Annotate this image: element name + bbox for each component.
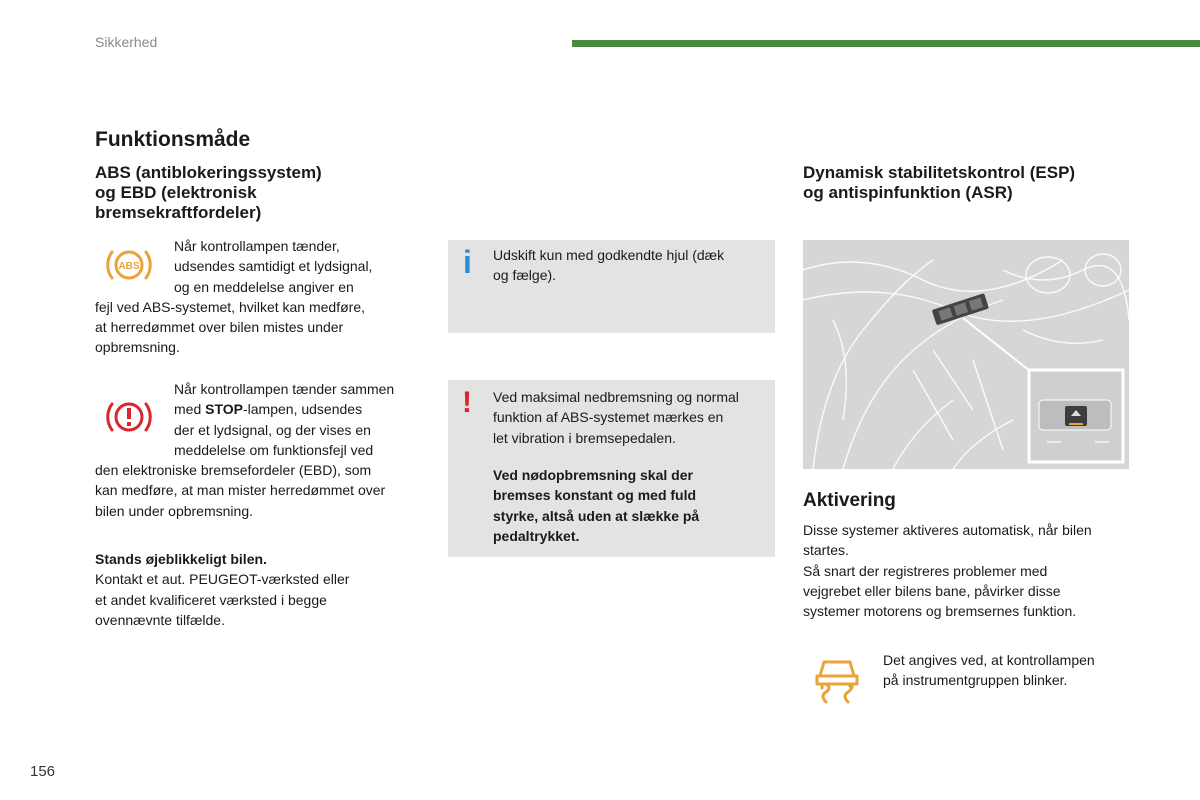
- text-line: og fælge).: [493, 267, 557, 284]
- text-line: med STOP-lampen, udsendes: [174, 401, 363, 418]
- text-line: Ved maksimal nedbremsning og normal: [493, 389, 739, 405]
- text-line: Kontakt et aut. PEUGEOT-værksted eller: [95, 571, 350, 588]
- abs-title: [95, 163, 395, 223]
- abs-icon-label: ABS: [118, 261, 140, 272]
- text-line: startes.: [803, 542, 849, 559]
- warning-bold-text: [493, 465, 773, 546]
- stop-paragraph: [95, 549, 425, 630]
- text-line: Ved nødopbremsning skal der: [493, 467, 693, 483]
- abs-title-line: og EBD (elektronisk: [95, 183, 257, 202]
- text-line: vejgrebet eller bilens bane, påvirker disse: [803, 582, 1061, 599]
- stop-bold-line: Stands øjeblikkeligt bilen.: [95, 551, 267, 567]
- esp-button-illustration: [803, 240, 1129, 469]
- text-line: et andet kvalificeret værksted i begge: [95, 591, 327, 608]
- text-line: styrke, altså uden at slække på: [493, 507, 700, 524]
- warning-box: [448, 380, 775, 557]
- lamp-paragraph: [883, 650, 1183, 691]
- info-text: [493, 245, 773, 286]
- text-line: Når kontrollampen tænder sammen: [174, 381, 395, 397]
- abs-title-line: ABS (antiblokeringssystem): [95, 163, 322, 182]
- dashboard-drawing: [803, 240, 1129, 469]
- ebd-paragraph: [95, 379, 435, 521]
- text-line: Udskift kun med godkendte hjul (dæk: [493, 247, 725, 263]
- text-line: Så snart der registreres problemer med: [803, 562, 1048, 579]
- warning-icon: !: [462, 386, 472, 419]
- page-number: 156: [30, 763, 56, 780]
- activation-title: Aktivering: [803, 490, 896, 511]
- text-line: let vibration i bremsepedalen.: [493, 429, 676, 446]
- text-line: systemer motorens og bremsernes funktion.: [803, 603, 1077, 620]
- text-line: Når kontrollampen tænder,: [174, 238, 340, 254]
- header-accent-bar: [572, 40, 1200, 47]
- text-line: opbremsning.: [95, 339, 180, 356]
- esp-skid-icon: [812, 652, 862, 704]
- main-title: Funktionsmåde: [95, 128, 251, 151]
- stop-label: STOP: [205, 401, 243, 418]
- abs-paragraph-1: [95, 236, 425, 358]
- activation-paragraph: [803, 520, 1163, 621]
- abs-title-line: bremsekraftfordeler): [95, 203, 262, 222]
- text-line: der et lydsignal, og der vises en: [174, 421, 371, 438]
- text-line: bilen under opbremsning.: [95, 502, 253, 519]
- section-label: Sikkerhed: [95, 34, 158, 50]
- text-line: Disse systemer aktiveres automatisk, når bilen: [803, 522, 1092, 538]
- text-line: at herredømmet over bilen mistes under: [95, 319, 344, 336]
- info-icon: i: [463, 244, 472, 280]
- text-line: Det angives ved, at kontrollampen: [883, 652, 1095, 668]
- text-line: og en meddelelse angiver en: [174, 278, 354, 295]
- esp-title-line: og antispinfunktion (ASR): [803, 183, 1013, 202]
- text-line: funktion af ABS-systemet mærkes en: [493, 409, 724, 426]
- text-line: kan medføre, at man mister herredømmet over: [95, 482, 386, 499]
- text-line: udsendes samtidigt et lydsignal,: [174, 258, 373, 275]
- text-line: fejl ved ABS-systemet, hvilket kan medføre,: [95, 298, 365, 315]
- info-box: [448, 240, 775, 333]
- esp-title-line: Dynamisk stabilitetskontrol (ESP): [803, 163, 1076, 182]
- text-line: ovennævnte tilfælde.: [95, 611, 225, 628]
- warning-text: [493, 387, 773, 448]
- text-line: pedaltrykket.: [493, 527, 580, 544]
- text-line: meddelelse om funktionsfejl ved: [174, 441, 374, 458]
- text-line: bremses konstant og med fuld: [493, 487, 697, 504]
- text-line: den elektroniske bremsefordeler (EBD), som: [95, 462, 372, 479]
- esp-title: [803, 163, 1143, 203]
- text-line: på instrumentgruppen blinker.: [883, 672, 1068, 689]
